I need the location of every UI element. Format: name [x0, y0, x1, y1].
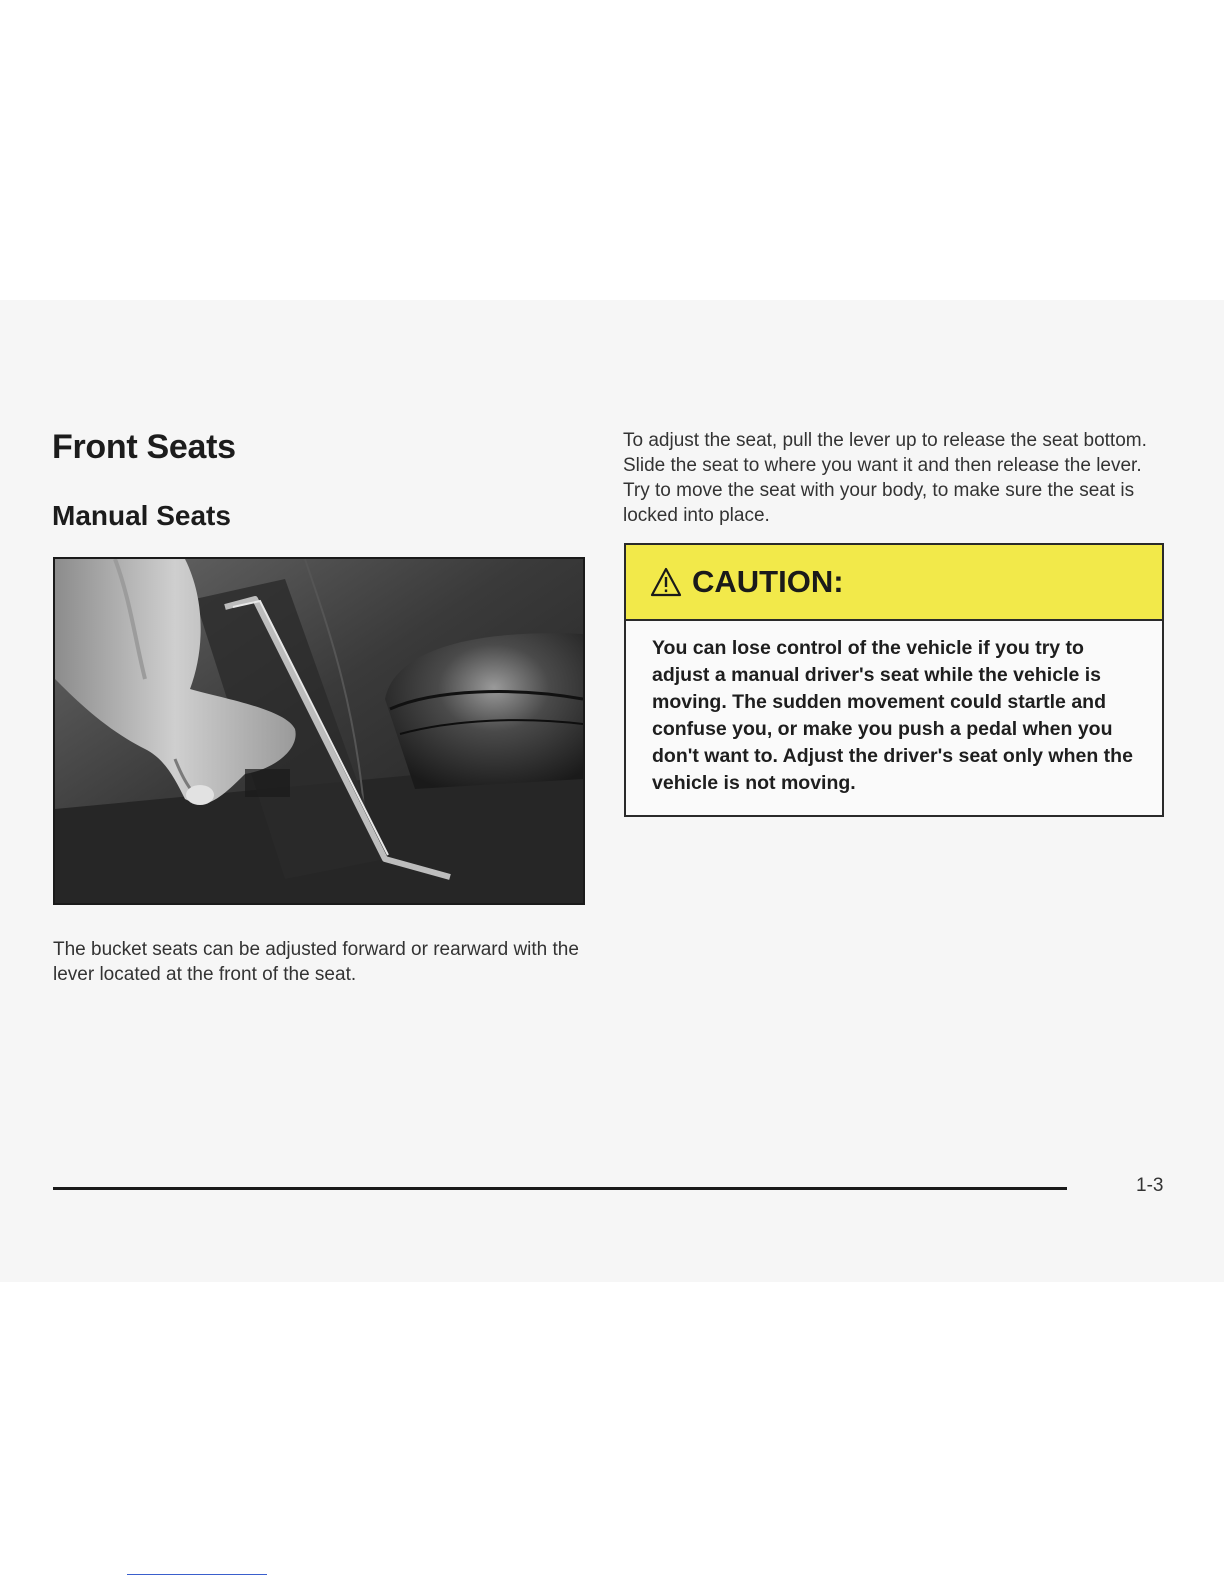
- page-title: Front Seats: [52, 428, 236, 466]
- bottom-link-rule: [127, 1574, 267, 1575]
- caution-title: CAUTION:: [692, 564, 844, 599]
- page-number: 1-3: [1136, 1175, 1164, 1196]
- caution-header: [626, 545, 1162, 621]
- adjust-seat-paragraph: To adjust the seat, pull the lever up to release the seat bottom. Slide the seat to where you want it and then release the lever. Try to move the seat with your body, to make sure the seat is locked into place.: [623, 430, 1147, 526]
- footer-rule: [53, 1187, 1067, 1190]
- seat-lever-photo: [53, 557, 585, 905]
- warning-triangle-icon: [650, 567, 682, 597]
- caution-body: You can lose control of the vehicle if you try to adjust a manual driver's seat while the vehicle is moving. The sudden movement could startle and confuse you, or make you push a pedal when you don't want to. Adjust the driver's seat only when the vehicle is not moving.: [652, 637, 1133, 794]
- caution-box: [624, 543, 1164, 817]
- bucket-seats-paragraph: The bucket seats can be adjusted forward or rearward with the lever located at the front of the seat.: [53, 939, 579, 985]
- section-title: Manual Seats: [52, 500, 231, 531]
